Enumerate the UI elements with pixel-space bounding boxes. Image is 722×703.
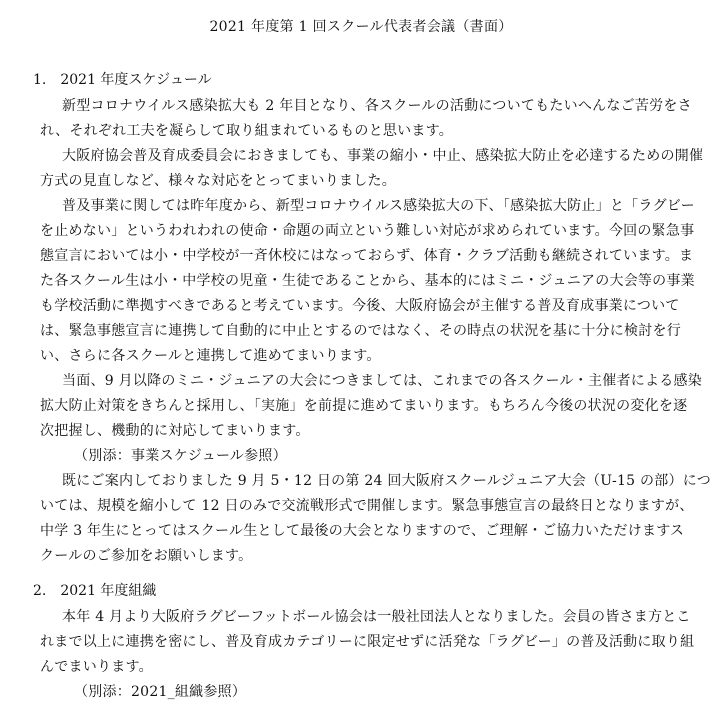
- section-1-line-19: クールのご参加をお願いします。: [40, 548, 253, 564]
- section-1-line-5: 普及事業に関しては昨年度から、新型コロナウイルス感染拡大の下、「感染拡大防止」と「ラグビー: [62, 198, 695, 214]
- section-1-line-13: 拡大防止対策をきちんと採用し、「実施」を前提に進めてまいります。もちろん今後の状況の変化を逐: [40, 398, 688, 414]
- section-1-line-6: を止めない」というわれわれの使命・命題の両立という難しい対応が求められています。今回の緊急事: [40, 223, 695, 239]
- section-1-heading: 1. 2021 年度スケジュール: [33, 72, 212, 88]
- section-1-line-1: 新型コロナウイルス感染拡大も 2 年目となり、各スクールの活動についてもたいへんなご苦労をさ: [62, 98, 692, 114]
- section-1-line-16: 既にご案内しておりました 9 月 5・12 日の第 24 回大阪府スクールジュニア大会（U-15 の部）につ: [62, 473, 712, 489]
- section-1-line-7: 態宣言においては小・中学校が一斉休校にはなっておらず、体育・クラブ活動も継続されています。ま: [40, 248, 694, 264]
- section-1-line-10: は、緊急事態宣言に連携して自動的に中止とするのではなく、その時点の状況を基に十分に検討を行: [40, 323, 681, 339]
- section-1-line-12: 当面、9 月以降のミニ・ジュニアの大会につきましては、これまでの各スクール・主催者による感染: [62, 373, 703, 389]
- section-1-line-2: れ、それぞれ工夫を凝らして取り組まれているものと思います。: [40, 123, 453, 139]
- section-1-line-4: 方式の見直しなど、様々な対応をとってまいりました。: [40, 173, 396, 189]
- section-2-line-3: んでまいります。: [40, 659, 153, 675]
- section-1-line-14: 次把握し、機動的に対応してまいります。: [40, 423, 310, 439]
- section-2-reference-note: （別添：2021_組織参照）: [74, 684, 247, 700]
- section-2-line-2: れまで以上に連携を密にし、普及育成カテゴリーに限定せずに活発な「ラグビー」の普及活動に取り組: [40, 634, 695, 650]
- section-1-line-17: いては、規模を縮小して 12 日のみで交流戦形式で開催します。緊急事態宣言の最終日となりますが、: [40, 498, 694, 514]
- section-1-line-18: 中学 3 年生にとってはスクール生として最後の大会となりますので、ご理解・ご協力いただけますス: [40, 523, 685, 539]
- section-2-line-1: 本年 4 月より大阪府ラグビーフットボール協会は一般社団法人となりました。会員の皆さま方とこ: [62, 609, 691, 625]
- section-1-line-3: 大阪府協会普及育成委員会におきましても、事業の縮小・中止、感染拡大防止を必達するための開催: [62, 148, 704, 164]
- section-1-line-11: い、さらに各スクールと連携して進めてまいります。: [40, 348, 381, 364]
- section-1-reference-note: （別添：事業スケジュール参照）: [74, 448, 287, 464]
- section-1-line-9: も学校活動に準拠すべきであると考えています。今後、大阪府協会が主催する普及育成事業について: [40, 298, 680, 314]
- section-2-heading: 2. 2021 年度組織: [33, 583, 157, 599]
- document-title: 2021 年度第 1 回スクール代表者会議（書面）: [209, 19, 513, 35]
- section-1-line-8: た各スクール生は小・中学校の児童・生徒であることから、基本的にはミニ・ジュニアの大会等の事業: [40, 273, 695, 289]
